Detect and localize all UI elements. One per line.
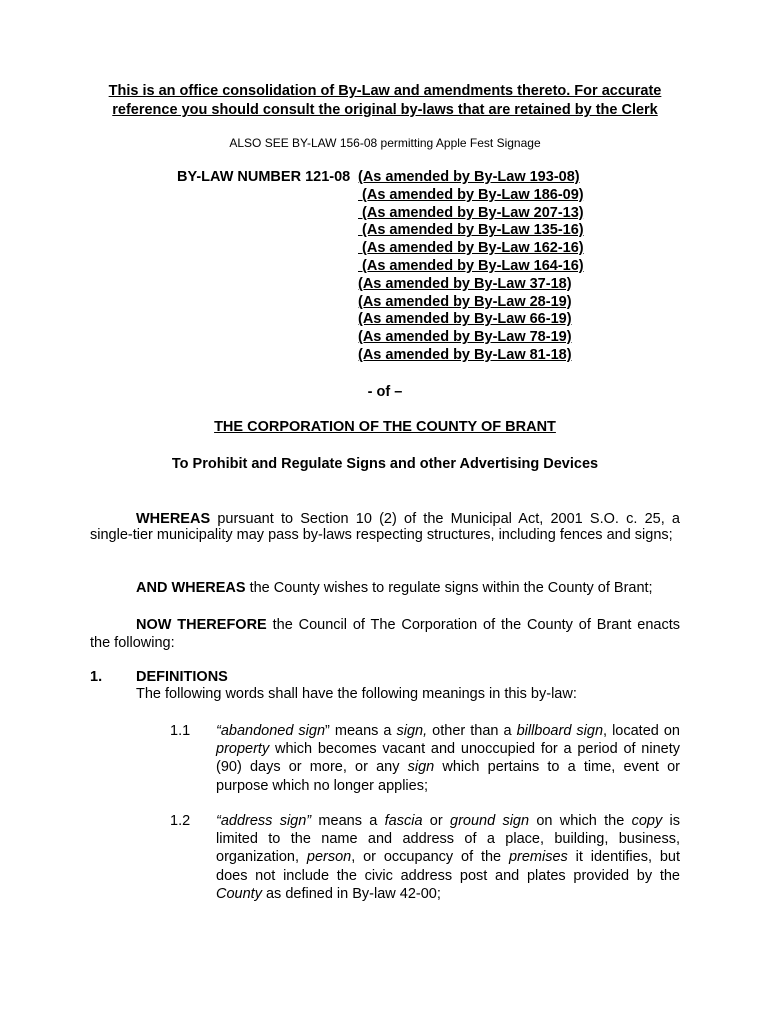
whereas-label: WHEREAS <box>136 511 211 527</box>
and-whereas-label: AND WHEREAS <box>136 580 246 596</box>
also-see-note: ALSO SEE BY-LAW 156-08 permitting Apple Fest Signage <box>229 136 541 150</box>
whereas-text: pursuant to Section 10 (2) of the Municipal Act, 2001 S.O. c. 25, a single-tier municipality may pass by-laws respecting structures, including fences and signs; <box>90 511 680 543</box>
now-therefore-text: the Council of The Corporation of the County of Brant enacts the following: <box>90 617 681 651</box>
bylaw-number-row <box>177 169 584 187</box>
consolidation-notice <box>90 82 680 120</box>
section-title: DEFINITIONS <box>136 669 228 685</box>
definition-number: 1.1 <box>170 723 191 739</box>
amendment-item: (As amended by By-Law 164-16) <box>358 257 584 274</box>
amendment-item: (As amended by By-Law 193-08) <box>358 169 580 185</box>
notice-line-2: reference you should consult the original by-laws that are retained by the Clerk <box>112 102 658 118</box>
definitions-intro: The following words shall have the following meanings in this by-law: <box>136 686 577 702</box>
amendment-item: (As amended by By-Law 78-19) <box>358 329 572 346</box>
and-whereas-paragraph <box>90 579 680 597</box>
amendment-item: (As amended by By-Law 186-09) <box>358 186 584 203</box>
bylaw-number: BY-LAW NUMBER 121-08 <box>177 169 351 185</box>
amendment-item: (As amended by By-Law 135-16) <box>358 222 584 239</box>
amendment-row <box>177 187 584 205</box>
bylaw-subtitle: To Prohibit and Regulate Signs and other Advertising Devices <box>171 456 599 472</box>
definition-text: “address sign” means a fascia or ground sign on which the copy is limited to the name and address of a place, building, business, organization, person, or occupancy of the premises it identifies, but does not include the civic address post and plates provided by the County as defined in By-law 42-00; <box>216 813 685 902</box>
bylaw-amendment-list <box>177 169 584 365</box>
amendment-row <box>177 240 584 258</box>
now-therefore-paragraph <box>90 616 680 652</box>
amendment-item: (As amended by By-Law 66-19) <box>358 311 572 328</box>
amendment-row <box>177 347 584 365</box>
definitions-heading <box>90 669 228 685</box>
amendment-row <box>177 329 584 347</box>
now-therefore-label: NOW THEREFORE <box>136 617 267 633</box>
notice-line-1: This is an office consolidation of By-Law and amendments thereto. For accurate <box>108 83 662 99</box>
amendment-item: (As amended by By-Law 81-18) <box>358 346 572 363</box>
amendment-row <box>177 294 584 312</box>
amendment-item: (As amended by By-Law 37-18) <box>358 275 572 292</box>
whereas-paragraph <box>90 512 680 543</box>
corporation-title: THE CORPORATION OF THE COUNTY OF BRANT <box>214 419 556 435</box>
and-whereas-text: the County wishes to regulate signs within the County of Brant; <box>245 580 653 596</box>
definition-item <box>170 812 685 903</box>
amendment-item: (As amended by By-Law 28-19) <box>358 293 572 310</box>
amendment-row <box>177 311 584 329</box>
amendment-row <box>177 276 584 294</box>
amendment-item: (As amended by By-Law 207-13) <box>358 204 584 221</box>
section-number: 1. <box>90 669 103 685</box>
amendment-row <box>177 258 584 276</box>
amendment-row <box>177 222 584 240</box>
amendment-item: (As amended by By-Law 162-16) <box>358 240 584 257</box>
definition-number: 1.2 <box>170 813 191 829</box>
amendment-row <box>177 205 584 223</box>
definition-text: “abandoned sign” means a sign, other than a billboard sign, located on property which becomes vacant and unoccupied for a period of ninety (90) days or more, or any sign which pertains to a time, event or purpose which no longer applies; <box>216 723 685 794</box>
of-line: - of – <box>367 384 403 400</box>
definition-item <box>170 722 685 795</box>
